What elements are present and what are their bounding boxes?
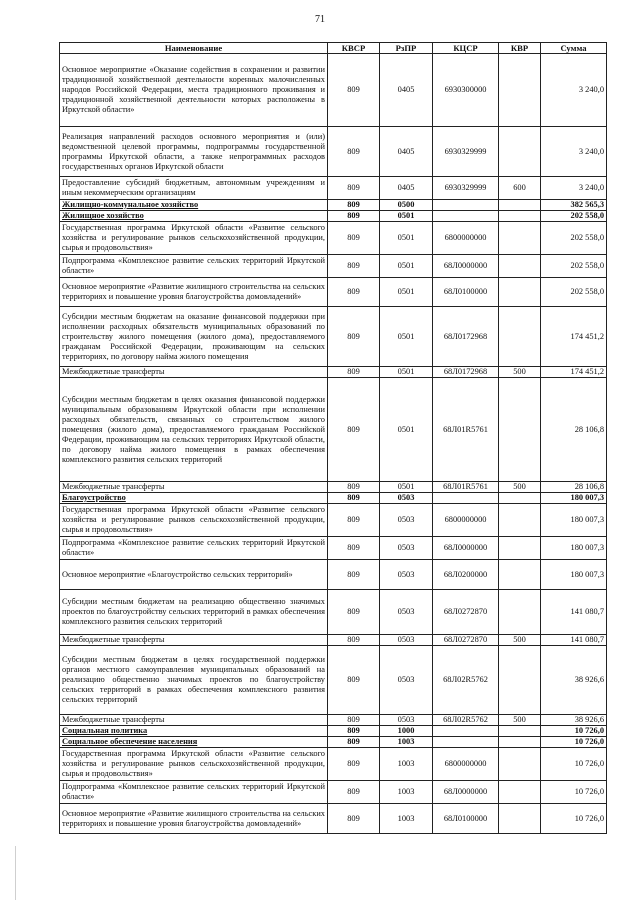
- cell-sum: 202 558,0: [541, 211, 607, 222]
- table-row: [60, 211, 607, 222]
- table-row: [60, 646, 607, 715]
- cell-name: Подпрограмма «Комплексное развитие сельских территорий Иркутской области»: [60, 781, 328, 804]
- cell-sum: 141 080,7: [541, 635, 607, 646]
- cell-rzpr: 0405: [380, 54, 433, 127]
- cell-kvr: [499, 504, 541, 537]
- table-row: [60, 804, 607, 834]
- table-row: [60, 177, 607, 200]
- cell-sum: 10 726,0: [541, 737, 607, 748]
- cell-kcsr: 68Л0200000: [433, 560, 499, 590]
- cell-sum: 202 558,0: [541, 278, 607, 307]
- cell-kvsr: 809: [328, 590, 380, 635]
- table-row: [60, 278, 607, 307]
- cell-sum: 180 007,3: [541, 560, 607, 590]
- cell-sum: 180 007,3: [541, 493, 607, 504]
- cell-kcsr: 6800000000: [433, 748, 499, 781]
- cell-kvsr: 809: [328, 715, 380, 726]
- table-row: [60, 127, 607, 177]
- cell-sum: 180 007,3: [541, 537, 607, 560]
- cell-kvsr: 809: [328, 646, 380, 715]
- table-row: [60, 560, 607, 590]
- cell-rzpr: 1003: [380, 737, 433, 748]
- cell-kvr: [499, 200, 541, 211]
- cell-kcsr: 68Л0172968: [433, 307, 499, 367]
- cell-sum: 174 451,2: [541, 307, 607, 367]
- cell-kvr: [499, 781, 541, 804]
- table-row: [60, 590, 607, 635]
- cell-kvr: [499, 646, 541, 715]
- cell-kvsr: 809: [328, 737, 380, 748]
- cell-name: Основное мероприятие «Развитие жилищного строительства на сельских территориях и повышение уровня благоустройства домовладений»: [60, 278, 328, 307]
- cell-kcsr: 68Л01R5761: [433, 378, 499, 482]
- cell-kcsr: [433, 726, 499, 737]
- table-row: [60, 726, 607, 737]
- cell-kcsr: 6930329999: [433, 177, 499, 200]
- cell-kvsr: 809: [328, 222, 380, 255]
- cell-name: Субсидии местным бюджетам на реализацию общественно значимых проектов по благоустройству сельских территорий в рамках обеспечения комплексного развития сельских территорий: [60, 590, 328, 635]
- table-row: [60, 781, 607, 804]
- cell-sum: 10 726,0: [541, 726, 607, 737]
- cell-kvr: [499, 737, 541, 748]
- cell-sum: 28 106,8: [541, 482, 607, 493]
- cell-rzpr: 0503: [380, 715, 433, 726]
- cell-kvsr: 809: [328, 127, 380, 177]
- scan-edge-mark: [15, 846, 16, 900]
- cell-kcsr: 68Л0172968: [433, 367, 499, 378]
- cell-kcsr: [433, 493, 499, 504]
- cell-kcsr: 6930300000: [433, 54, 499, 127]
- cell-sum: 10 726,0: [541, 748, 607, 781]
- cell-kvsr: 809: [328, 255, 380, 278]
- table-row: [60, 200, 607, 211]
- cell-rzpr: 0501: [380, 482, 433, 493]
- cell-kvr: [499, 560, 541, 590]
- cell-name: Основное мероприятие «Оказание содействия в сохранении и развитии традиционной хозяйственной деятельности коренных малочисленных народов Российской Федерации, места традиционного проживания и традиционной хозяйственной деятельности которых расположены в Иркутской области»: [60, 54, 328, 127]
- cell-name: Субсидии местным бюджетам на оказание финансовой поддержки при исполнении расходных обязательств муниципальных образований по строительству жилого помещения (жилого дома), предоставляемого гражданам Российской Федерации, проживающим на сельских территориях, по договору найма жилого помещения: [60, 307, 328, 367]
- cell-kcsr: 68Л0000000: [433, 781, 499, 804]
- cell-name: Государственная программа Иркутской области «Развитие сельского хозяйства и регулирование рынков сельскохозяйственной продукции, сырья и продовольствия»: [60, 222, 328, 255]
- cell-kcsr: 68Л02R5762: [433, 715, 499, 726]
- cell-name: Жилищно-коммунальное хозяйство: [60, 200, 328, 211]
- cell-sum: 3 240,0: [541, 177, 607, 200]
- cell-kvr: [499, 307, 541, 367]
- cell-rzpr: 0500: [380, 200, 433, 211]
- cell-kvsr: 809: [328, 177, 380, 200]
- cell-name: Межбюджетные трансферты: [60, 367, 328, 378]
- cell-name: Основное мероприятие «Развитие жилищного строительства на сельских территориях и повышение уровня благоустройства домовладений»: [60, 804, 328, 834]
- cell-name: Основное мероприятие «Благоустройство сельских территорий»: [60, 560, 328, 590]
- cell-kcsr: [433, 211, 499, 222]
- table-row: [60, 307, 607, 367]
- cell-rzpr: 1003: [380, 748, 433, 781]
- cell-rzpr: 0501: [380, 307, 433, 367]
- cell-kvsr: 809: [328, 367, 380, 378]
- cell-name: Социальная политика: [60, 726, 328, 737]
- cell-kvr: [499, 54, 541, 127]
- page-number: 71: [315, 14, 325, 25]
- cell-kvr: [499, 726, 541, 737]
- cell-kcsr: 68Л01R5761: [433, 482, 499, 493]
- cell-kvr: [499, 127, 541, 177]
- cell-kcsr: 68Л0272870: [433, 635, 499, 646]
- cell-sum: 10 726,0: [541, 804, 607, 834]
- cell-sum: 38 926,6: [541, 646, 607, 715]
- cell-kvr: [499, 537, 541, 560]
- table-row: [60, 537, 607, 560]
- cell-kvsr: 809: [328, 200, 380, 211]
- cell-rzpr: 0501: [380, 278, 433, 307]
- header-name: Наименование: [60, 43, 328, 54]
- cell-rzpr: 0503: [380, 504, 433, 537]
- cell-kvsr: 809: [328, 378, 380, 482]
- table-row: [60, 635, 607, 646]
- cell-kcsr: 68Л0000000: [433, 537, 499, 560]
- cell-kvsr: 809: [328, 726, 380, 737]
- cell-name: Благоустройство: [60, 493, 328, 504]
- table-row: [60, 255, 607, 278]
- cell-rzpr: 0503: [380, 635, 433, 646]
- cell-name: Межбюджетные трансферты: [60, 715, 328, 726]
- cell-name: Жилищное хозяйство: [60, 211, 328, 222]
- cell-sum: 38 926,6: [541, 715, 607, 726]
- cell-sum: 180 007,3: [541, 504, 607, 537]
- header-kcsr: КЦСР: [433, 43, 499, 54]
- header-rzpr: РзПР: [380, 43, 433, 54]
- cell-kvr: 500: [499, 715, 541, 726]
- cell-kvr: [499, 748, 541, 781]
- cell-kvsr: 809: [328, 748, 380, 781]
- cell-kvsr: 809: [328, 560, 380, 590]
- cell-kvr: [499, 255, 541, 278]
- cell-kvr: 500: [499, 482, 541, 493]
- cell-kcsr: 6800000000: [433, 222, 499, 255]
- cell-rzpr: 1003: [380, 781, 433, 804]
- table-row: [60, 737, 607, 748]
- cell-kvsr: 809: [328, 211, 380, 222]
- table-row: [60, 504, 607, 537]
- table-row: [60, 367, 607, 378]
- table-row: [60, 222, 607, 255]
- cell-name: Реализация направлений расходов основного мероприятия и (или) ведомственной целевой программы, подпрограммы государственной программы Иркутской области, а также непрограммных расходов государственных органов Иркутской области: [60, 127, 328, 177]
- cell-sum: 141 080,7: [541, 590, 607, 635]
- cell-kvsr: 809: [328, 504, 380, 537]
- cell-kvsr: 809: [328, 804, 380, 834]
- table-row: [60, 493, 607, 504]
- cell-kvsr: 809: [328, 482, 380, 493]
- cell-rzpr: 0405: [380, 127, 433, 177]
- cell-kcsr: 6800000000: [433, 504, 499, 537]
- cell-name: Государственная программа Иркутской области «Развитие сельского хозяйства и регулирование рынков сельскохозяйственной продукции, сырья и продовольствия»: [60, 504, 328, 537]
- cell-sum: 3 240,0: [541, 54, 607, 127]
- cell-rzpr: 0405: [380, 177, 433, 200]
- table-row: [60, 482, 607, 493]
- budget-table: [59, 42, 607, 834]
- cell-kcsr: 68Л0100000: [433, 804, 499, 834]
- cell-kcsr: 68Л0100000: [433, 278, 499, 307]
- table-row: [60, 715, 607, 726]
- cell-sum: 202 558,0: [541, 222, 607, 255]
- cell-rzpr: 0501: [380, 367, 433, 378]
- cell-name: Подпрограмма «Комплексное развитие сельских территорий Иркутской области»: [60, 537, 328, 560]
- cell-name: Предоставление субсидий бюджетным, автономным учреждениям и иным некоммерческим организациям: [60, 177, 328, 200]
- header-kvr: КВР: [499, 43, 541, 54]
- cell-rzpr: 0503: [380, 646, 433, 715]
- cell-rzpr: 0501: [380, 211, 433, 222]
- cell-kcsr: [433, 737, 499, 748]
- cell-kvr: 600: [499, 177, 541, 200]
- cell-kvsr: 809: [328, 781, 380, 804]
- table-row: [60, 748, 607, 781]
- cell-kvr: [499, 278, 541, 307]
- cell-kvr: [499, 493, 541, 504]
- cell-rzpr: 0503: [380, 590, 433, 635]
- cell-name: Межбюджетные трансферты: [60, 482, 328, 493]
- cell-kcsr: [433, 200, 499, 211]
- cell-sum: 174 451,2: [541, 367, 607, 378]
- cell-kvr: 500: [499, 367, 541, 378]
- table-header-row: [60, 43, 607, 54]
- cell-sum: 10 726,0: [541, 781, 607, 804]
- cell-rzpr: 0503: [380, 560, 433, 590]
- cell-rzpr: 1003: [380, 804, 433, 834]
- cell-kcsr: 6930329999: [433, 127, 499, 177]
- cell-name: Социальное обеспечение населения: [60, 737, 328, 748]
- cell-kvr: [499, 378, 541, 482]
- cell-kvsr: 809: [328, 537, 380, 560]
- header-sum: Сумма: [541, 43, 607, 54]
- cell-kvsr: 809: [328, 493, 380, 504]
- cell-kvr: [499, 211, 541, 222]
- cell-sum: 202 558,0: [541, 255, 607, 278]
- cell-name: Государственная программа Иркутской области «Развитие сельского хозяйства и регулирование рынков сельскохозяйственной продукции, сырья и продовольствия»: [60, 748, 328, 781]
- cell-kcsr: 68Л02R5762: [433, 646, 499, 715]
- table-body: [60, 54, 607, 834]
- cell-kvr: 500: [499, 635, 541, 646]
- cell-name: Субсидии местным бюджетам в целях оказания финансовой поддержки муниципальным образованиям Иркутской области при исполнении расходных обязательств, связанных со строительством жилого помещения (жилого дома), предоставляемого гражданам Российской Федерации, проживающим на сельских территориях Иркутской области, по договору найма жилого помещения в рамках обеспечения комплексного развития сельских территорий: [60, 378, 328, 482]
- header-kvsr: КВСР: [328, 43, 380, 54]
- table-row: [60, 54, 607, 127]
- cell-sum: 3 240,0: [541, 127, 607, 177]
- cell-sum: 382 565,3: [541, 200, 607, 211]
- cell-name: Межбюджетные трансферты: [60, 635, 328, 646]
- cell-rzpr: 1000: [380, 726, 433, 737]
- cell-name: Подпрограмма «Комплексное развитие сельских территорий Иркутской области»: [60, 255, 328, 278]
- cell-kcsr: 68Л0000000: [433, 255, 499, 278]
- cell-kvsr: 809: [328, 635, 380, 646]
- cell-kcsr: 68Л0272870: [433, 590, 499, 635]
- cell-kvr: [499, 590, 541, 635]
- cell-kvr: [499, 222, 541, 255]
- table-row: [60, 378, 607, 482]
- cell-rzpr: 0503: [380, 493, 433, 504]
- cell-rzpr: 0501: [380, 378, 433, 482]
- cell-rzpr: 0501: [380, 255, 433, 278]
- cell-rzpr: 0501: [380, 222, 433, 255]
- cell-kvr: [499, 804, 541, 834]
- cell-name: Субсидии местным бюджетам в целях государственной поддержки органов местного самоуправления муниципальных образований на реализацию общественно значимых проектов по благоустройству сельских территорий в рамках обеспечения комплексного развития сельских территорий: [60, 646, 328, 715]
- cell-kvsr: 809: [328, 278, 380, 307]
- cell-sum: 28 106,8: [541, 378, 607, 482]
- cell-rzpr: 0503: [380, 537, 433, 560]
- cell-kvsr: 809: [328, 54, 380, 127]
- cell-kvsr: 809: [328, 307, 380, 367]
